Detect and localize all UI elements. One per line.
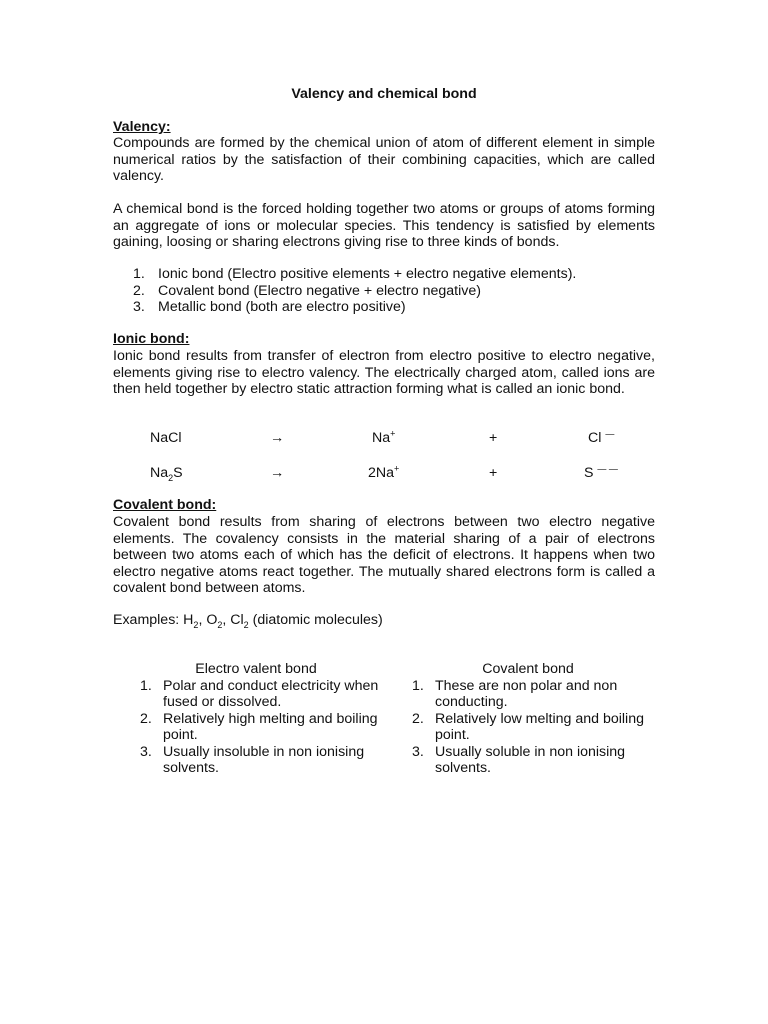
list-item xyxy=(412,678,652,711)
electrovalent-column xyxy=(140,661,380,777)
list-number: 1. xyxy=(133,266,145,282)
list-number: 3. xyxy=(140,743,152,760)
list-item xyxy=(133,283,653,300)
equation-row xyxy=(0,465,768,483)
list-text: Ionic bond (Electro positive elements + electro negative elements). xyxy=(158,266,577,282)
list-item xyxy=(140,678,380,711)
covalent-column xyxy=(412,661,652,777)
ionic-bond-paragraph: Ionic bond results from transfer of electron from electro positive to electro negative, elements giving rise to electro valency. The electrically charged atom, called ions are then held together by electro static attraction forming what is called an ionic bond. xyxy=(113,348,655,397)
reaction-arrow: → xyxy=(270,465,285,481)
electrovalent-heading: Electro valent bond xyxy=(195,661,317,677)
list-item xyxy=(412,744,652,777)
list-text: Relatively high melting and boiling point. xyxy=(163,710,378,743)
equation-row xyxy=(0,430,768,448)
list-text: Covalent bond (Electro negative + electro negative) xyxy=(158,282,481,299)
charge-superscript: — xyxy=(605,428,615,439)
ionic-bond-heading: Ionic bond: xyxy=(113,331,190,347)
list-text: Metallic bond (both are electro positive) xyxy=(158,299,406,315)
equation-plus: + xyxy=(489,465,498,481)
list-number: 2. xyxy=(133,282,145,299)
equation-anion: S — — xyxy=(584,463,618,481)
list-number: 3. xyxy=(412,743,424,760)
covalent-list xyxy=(412,678,652,777)
valency-heading: Valency: xyxy=(113,119,171,135)
examples-line: Examples: $H_2$, $O_2$, $Cl_2$ (diatomic molecules) xyxy=(113,612,383,630)
electrovalent-list xyxy=(140,678,380,777)
list-text: Usually soluble in non ionising solvents. xyxy=(435,743,626,776)
chemical-bond-paragraph: A chemical bond is the forced holding together two atoms or groups of atoms forming an aggregate of ions or molecular species. This tendency is satisfied by elements gaining, loosing or sharing electrons giving rise to three kinds of bonds. xyxy=(113,201,655,250)
equation-cation: 2Na+ xyxy=(368,463,400,481)
list-text: Relatively low melting and boiling point. xyxy=(435,710,644,743)
list-number: 2. xyxy=(412,710,424,727)
charge-superscript: + xyxy=(390,428,396,439)
list-item xyxy=(140,744,380,777)
equation-compound: NaCl xyxy=(150,430,182,446)
list-item xyxy=(140,711,380,744)
list-number: 1. xyxy=(412,677,424,694)
bond-types-list xyxy=(133,266,653,316)
equation-compound: $Na_2S$ xyxy=(150,465,183,483)
list-number: 3. xyxy=(133,299,145,315)
equation-anion: Cl — xyxy=(588,428,615,446)
list-item xyxy=(133,266,653,283)
charge-superscript: — — xyxy=(597,463,618,474)
equation-plus: + xyxy=(489,430,498,446)
covalent-bond-heading: Covalent bond: xyxy=(113,497,217,513)
valency-paragraph: Compounds are formed by the chemical union of atom of different element in simple numerical ratios by the satisfaction of their combining capacities, which are called valency. xyxy=(113,135,655,184)
covalent-column-heading: Covalent bond xyxy=(482,661,574,677)
list-number: 2. xyxy=(140,710,152,727)
page-title: Valency and chemical bond xyxy=(291,86,477,102)
list-item xyxy=(412,711,652,744)
list-text: These are non polar and non conducting. xyxy=(435,677,618,710)
list-text: Usually insoluble in non ionising solvents. xyxy=(163,743,365,776)
covalent-bond-paragraph: Covalent bond results from sharing of electrons between two electro negative elements. The covalency consists in the material sharing of a pair of electrons between two atoms each of which has the deficit of electrons. It happens when two electro negative atoms react together. The mutually shared electrons form is called a covalent bond between atoms. xyxy=(113,514,655,596)
list-text: Polar and conduct electricity when fused or dissolved. xyxy=(163,677,379,710)
list-number: 1. xyxy=(140,677,152,694)
equation-cation: Na+ xyxy=(372,428,396,446)
charge-superscript: + xyxy=(394,463,400,474)
list-item xyxy=(133,299,653,316)
reaction-arrow: → xyxy=(270,430,285,446)
